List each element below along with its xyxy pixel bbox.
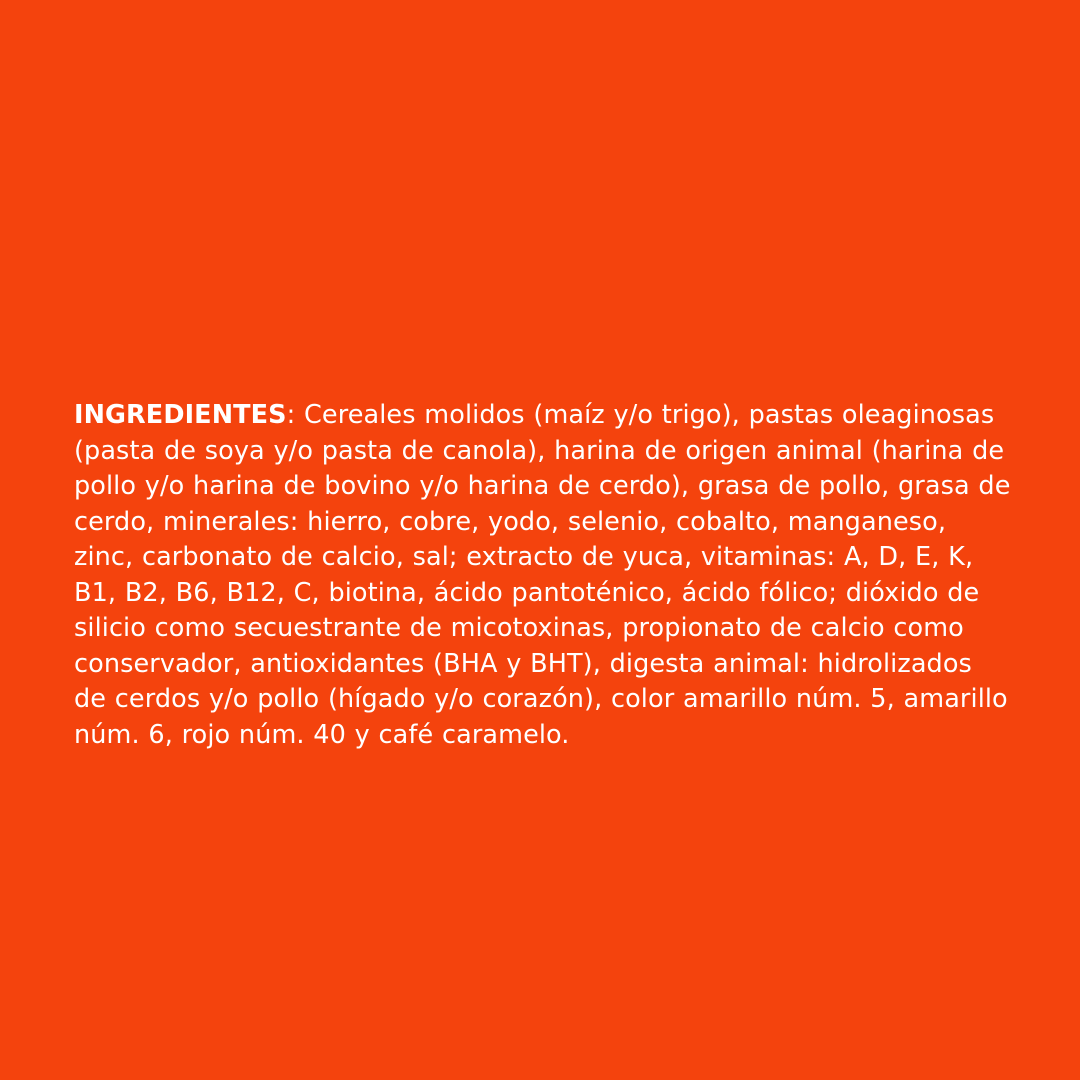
ingredients-paragraph (74, 398, 1012, 753)
ingredients-block (74, 398, 1012, 753)
ingredients-separator: : (286, 400, 305, 430)
ingredients-body: Cereales molidos (maíz y/o trigo), pastas oleaginosas (pasta de soya y/o pasta de canola), harina de origen animal (harina de pollo y/o harina de bovino y/o harina de cerdo), grasa de pollo, grasa de cerdo, minerales: hierro, cobre, yodo, selenio, cobalto, manganeso, zinc, carbonato de calcio, sal; extracto de yuca, vitaminas: A, D, E, K, B1, B2, B6, B12, C, biotina, ácido pantoténico, ácido fólico; dióxido de silicio como secuestrante de micotoxinas, propionato de calcio como conservador, antioxidantes (BHA y BHT), digesta animal: hidrolizados de cerdos y/o pollo (hígado y/o corazón), color amarillo núm. 5, amarillo núm. 6, rojo núm. 40 y café caramelo. (74, 400, 1011, 750)
ingredients-heading: INGREDIENTES (74, 400, 287, 430)
